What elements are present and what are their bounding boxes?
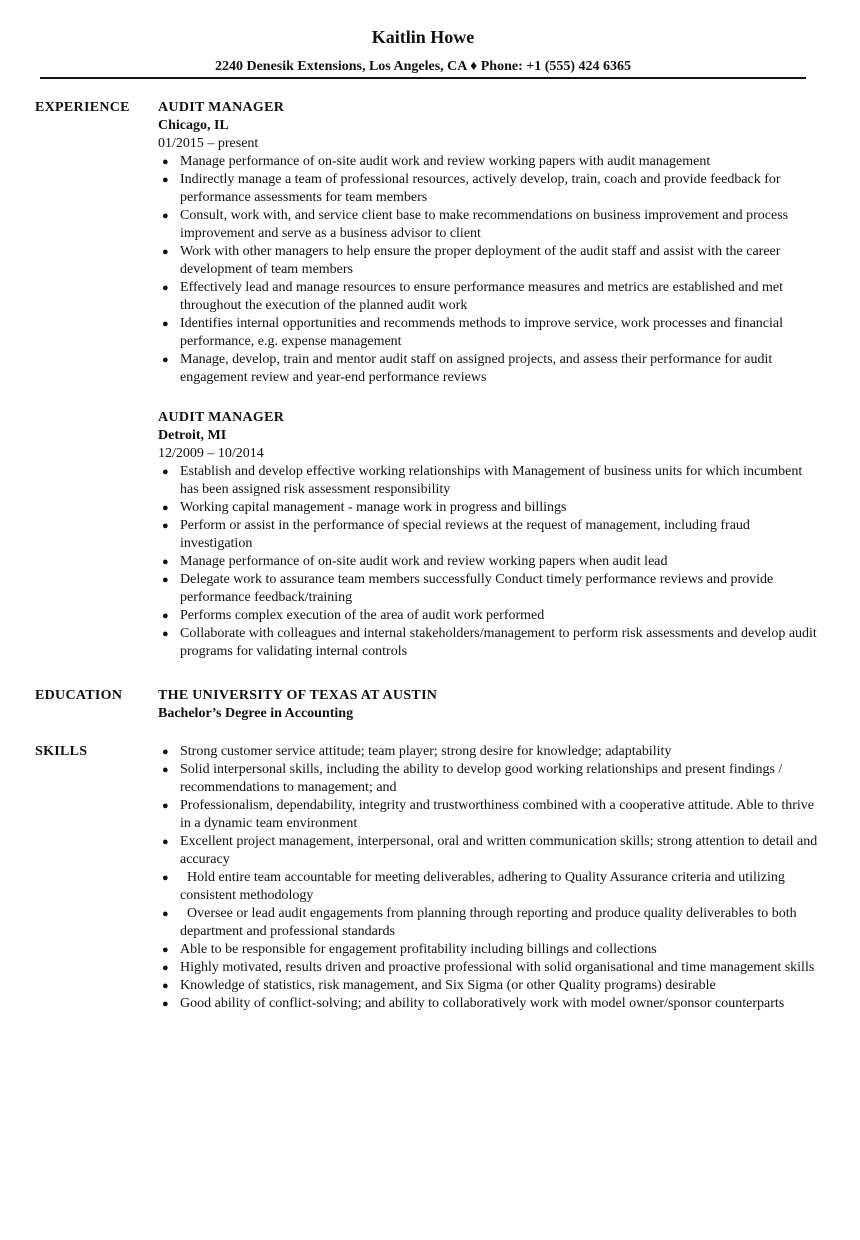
bullet-text: Oversee or lead audit engagements from planning through reporting and produce quality deliverables to both department and professional standards	[180, 906, 797, 939]
degree-name: Bachelor’s Degree in Accounting	[158, 706, 354, 721]
bullet-text: Collaborate with colleagues and internal stakeholders/management to perform risk assessments and develop audit programs for validating internal controls	[180, 626, 817, 659]
job-entry	[158, 99, 818, 387]
bullet-text: Manage, develop, train and mentor audit staff on assigned projects, and assess their performance for audit engagement review and year-end performance reviews	[180, 352, 773, 385]
education-entry	[158, 687, 818, 723]
bullet-icon: ●	[162, 246, 169, 258]
section-title-skills: SKILLS	[35, 744, 88, 759]
list-item	[158, 553, 818, 571]
bullet-text: Manage performance of on-site audit work and review working papers with audit management	[180, 154, 711, 169]
list-item	[158, 797, 818, 833]
bullet-text: Perform or assist in the performance of special reviews at the request of management, including fraud investigation	[180, 518, 750, 551]
bullet-icon: ●	[162, 354, 169, 366]
bullet-text: Effectively lead and manage resources to ensure performance measures and metrics are established and met throughout the execution of the planned audit work	[180, 280, 784, 313]
job-bullets	[158, 463, 818, 661]
job-title: AUDIT MANAGER	[158, 100, 285, 115]
bullet-icon: ●	[162, 210, 169, 222]
bullet-icon: ●	[162, 520, 169, 532]
bullet-icon: ●	[162, 610, 169, 622]
list-item	[158, 833, 818, 869]
bullet-icon: ●	[162, 908, 169, 920]
bullet-icon: ●	[162, 466, 169, 478]
bullet-icon: ●	[162, 174, 169, 186]
job-dates: 12/2009 – 10/2014	[158, 446, 264, 461]
bullet-text: Manage performance of on-site audit work and review working papers when audit lead	[180, 554, 668, 569]
list-item	[158, 977, 818, 995]
bullet-icon: ●	[162, 502, 169, 514]
bullet-text: Identifies internal opportunities and recommends methods to improve service, work processes and financial performance, e.g. expense management	[180, 316, 783, 349]
bullet-text: Delegate work to assurance team members successfully Conduct timely performance reviews and provide performance feedback/training	[180, 572, 774, 605]
list-item	[158, 607, 818, 625]
bullet-icon: ●	[162, 556, 169, 568]
list-item	[158, 315, 818, 351]
job-entry	[158, 409, 818, 661]
bullet-text: Professionalism, dependability, integrity and trustworthiness combined with a cooperative attitude. Able to thrive in a dynamic team environment	[180, 798, 815, 831]
list-item	[158, 959, 818, 977]
list-item	[158, 869, 818, 905]
list-item	[158, 517, 818, 553]
bullet-icon: ●	[162, 836, 169, 848]
bullet-text: Indirectly manage a team of professional resources, actively develop, train, coach and provide feedback for performance assessments for team members	[180, 172, 781, 205]
skills-bullets	[158, 743, 818, 1013]
school-name: THE UNIVERSITY OF TEXAS AT AUSTIN	[158, 688, 438, 703]
bullet-icon: ●	[162, 156, 169, 168]
bullet-text: Establish and develop effective working relationships with Management of business units for which incumbent has been assigned risk assessment responsibility	[180, 464, 803, 497]
bullet-text: Able to be responsible for engagement profitability including billings and collections	[180, 942, 657, 957]
bullet-text: Working capital management - manage work in progress and billings	[180, 500, 567, 515]
bullet-text: Excellent project management, interpersonal, oral and written communication skills; strong attention to detail and accuracy	[180, 834, 818, 867]
job-bullets	[158, 153, 818, 387]
header-divider	[40, 77, 806, 79]
bullet-text: Solid interpersonal skills, including the ability to develop good working relationships and present findings / recommendations to management; and	[180, 762, 783, 795]
bullet-text: Highly motivated, results driven and proactive professional with solid organisational and time management skills	[180, 960, 815, 975]
section-title-experience: EXPERIENCE	[35, 100, 130, 115]
bullet-icon: ●	[162, 574, 169, 586]
list-item	[158, 761, 818, 797]
bullet-icon: ●	[162, 764, 169, 776]
list-item	[158, 463, 818, 499]
skills-list	[158, 743, 818, 1013]
list-item	[158, 207, 818, 243]
bullet-icon: ●	[162, 746, 169, 758]
list-item	[158, 941, 818, 959]
experience-list	[158, 99, 818, 683]
section-title-education: EDUCATION	[35, 688, 123, 703]
bullet-icon: ●	[162, 980, 169, 992]
list-item	[158, 243, 818, 279]
list-item	[158, 171, 818, 207]
bullet-text: Work with other managers to help ensure the proper deployment of the audit staff and assist with the career development of team members	[180, 244, 781, 277]
bullet-text: Good ability of conflict-solving; and ability to collaboratively work with model owner/sponsor counterparts	[180, 996, 785, 1011]
job-title: AUDIT MANAGER	[158, 410, 285, 425]
bullet-icon: ●	[162, 800, 169, 812]
job-dates: 01/2015 – present	[158, 136, 259, 151]
list-item	[158, 743, 818, 761]
job-location: Chicago, IL	[158, 118, 229, 133]
contact-line: 2240 Denesik Extensions, Los Angeles, CA ♦ Phone: +1 (555) 424 6365	[214, 59, 632, 74]
bullet-icon: ●	[162, 628, 169, 640]
bullet-icon: ●	[162, 962, 169, 974]
bullet-text: Knowledge of statistics, risk management, and Six Sigma (or other Quality programs) desirable	[180, 978, 716, 993]
list-item	[158, 905, 818, 941]
bullet-text: Performs complex execution of the area of audit work performed	[180, 608, 545, 623]
list-item	[158, 499, 818, 517]
candidate-name: Kaitlin Howe	[371, 27, 475, 47]
job-location: Detroit, MI	[158, 428, 227, 443]
bullet-text: Strong customer service attitude; team player; strong desire for knowledge; adaptability	[180, 744, 672, 759]
bullet-text: Consult, work with, and service client base to make recommendations on business improvement and process improvement and serve as a business advisor to client	[180, 208, 789, 241]
bullet-icon: ●	[162, 944, 169, 956]
list-item	[158, 995, 818, 1013]
list-item	[158, 153, 818, 171]
bullet-icon: ●	[162, 998, 169, 1010]
list-item	[158, 571, 818, 607]
bullet-icon: ●	[162, 318, 169, 330]
bullet-text: Hold entire team accountable for meeting deliverables, adhering to Quality Assurance criteria and utilizing consistent methodology	[180, 870, 785, 903]
list-item	[158, 279, 818, 315]
bullet-icon: ●	[162, 282, 169, 294]
list-item	[158, 351, 818, 387]
bullet-icon: ●	[162, 872, 169, 884]
list-item	[158, 625, 818, 661]
